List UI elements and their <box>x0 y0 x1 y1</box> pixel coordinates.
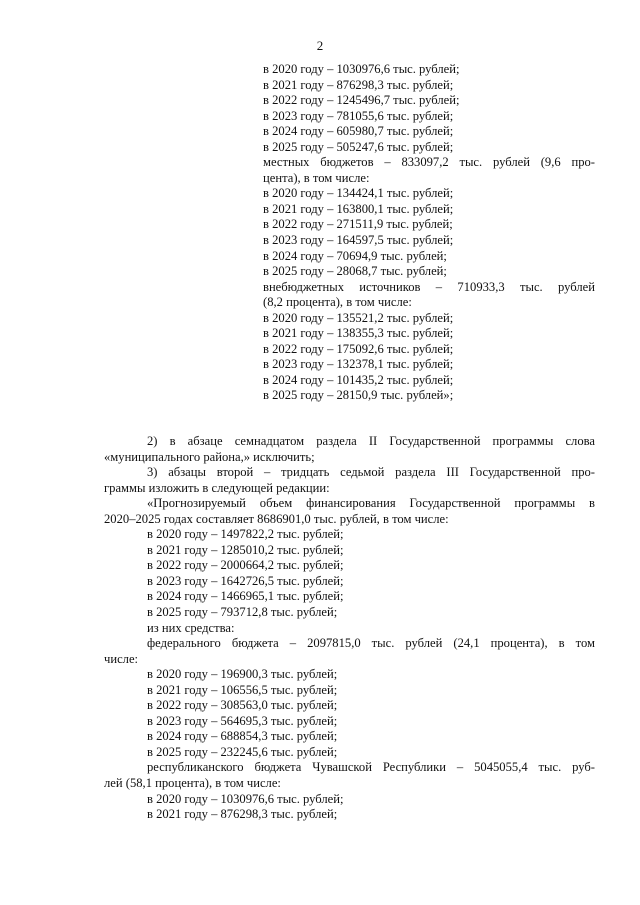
paragraph-line: в 2021 году – 876298,3 тыс. рублей; <box>147 807 338 822</box>
text-line: в 2022 году – 271511,9 тыс. рублей; <box>263 217 453 232</box>
text-line: в 2020 году – 1030976,6 тыс. рублей; <box>263 62 460 76</box>
paragraph-line: в 2022 году – 308563,0 тыс. рублей; <box>147 698 338 713</box>
paragraph-line: «муниципального района,» исключить; <box>104 449 315 464</box>
paragraph-line: в 2020 году – 196900,3 тыс. рублей; <box>147 667 338 682</box>
paragraph-line: «Прогнозируемый объем финансирования Государственной программы в <box>147 496 595 511</box>
paragraph-line: лей (58,1 процента), в том числе: <box>104 776 281 791</box>
paragraph-line: федерального бюджета – 2097815,0 тыс. рублей (24,1 процента), в том <box>147 636 595 651</box>
paragraph-line: в 2025 году – 793712,8 тыс. рублей; <box>147 605 338 620</box>
paragraph-line: в 2021 году – 106556,5 тыс. рублей; <box>147 682 338 697</box>
text-line: в 2024 году – 70694,9 тыс. рублей; <box>263 248 447 263</box>
text-line: в 2024 году – 101435,2 тыс. рублей; <box>263 372 454 387</box>
text-line: цента), в том числе: <box>263 170 370 185</box>
paragraph-line: в 2020 году – 1030976,6 тыс. рублей; <box>147 791 344 806</box>
text-line: в 2025 году – 28150,9 тыс. рублей»; <box>263 388 454 403</box>
text-line: местных бюджетов – 833097,2 тыс. рублей (9,6 про- <box>263 155 595 170</box>
text-line: в 2022 году – 175092,6 тыс. рублей; <box>263 341 454 356</box>
text-line: в 2025 году – 505247,6 тыс. рублей; <box>263 139 454 154</box>
budget-continuation-block <box>263 62 595 404</box>
paragraph-line: в 2025 году – 232245,6 тыс. рублей; <box>147 744 338 759</box>
main-text-block <box>104 434 595 823</box>
text-line: в 2020 году – 135521,2 тыс. рублей; <box>263 310 454 325</box>
text-line: в 2021 году – 876298,3 тыс. рублей; <box>263 77 454 92</box>
text-line: в 2020 году – 134424,1 тыс. рублей; <box>263 186 454 201</box>
text-line: в 2023 году – 164597,5 тыс. рублей; <box>263 233 454 248</box>
paragraph-line: в 2023 году – 1642726,5 тыс. рублей; <box>147 573 344 588</box>
paragraph-line: из них средства: <box>147 620 235 635</box>
text-line: в 2023 году – 781055,6 тыс. рублей; <box>263 108 454 123</box>
text-line: в 2021 году – 163800,1 тыс. рублей; <box>263 201 454 216</box>
text-line: в 2022 году – 1245496,7 тыс. рублей; <box>263 93 460 108</box>
paragraph-line: в 2020 году – 1497822,2 тыс. рублей; <box>147 527 344 542</box>
text-line: (8,2 процента), в том числе: <box>263 295 412 310</box>
text-line: в 2023 году – 132378,1 тыс. рублей; <box>263 357 454 372</box>
paragraph-line: 3) абзацы второй – тридцать седьмой раздела III Государственной про- <box>147 465 595 480</box>
paragraph-line: республиканского бюджета Чувашской Республики – 5045055,4 тыс. руб- <box>147 760 595 775</box>
paragraph-line: в 2021 году – 1285010,2 тыс. рублей; <box>147 542 344 557</box>
paragraph-line: граммы изложить в следующей редакции: <box>104 480 330 495</box>
paragraph-line: в 2023 году – 564695,3 тыс. рублей; <box>147 713 338 728</box>
paragraph-line: 2) в абзаце семнадцатом раздела II Государственной программы слова <box>147 434 595 448</box>
paragraph-line: числе: <box>104 651 139 666</box>
text-line: в 2024 году – 605980,7 тыс. рублей; <box>263 124 454 139</box>
paragraph-line: в 2022 году – 2000664,2 тыс. рублей; <box>147 558 344 573</box>
paragraph-line: в 2024 году – 1466965,1 тыс. рублей; <box>147 589 344 604</box>
text-line: внебюджетных источников – 710933,3 тыс. рублей <box>263 279 595 294</box>
text-line: в 2025 году – 28068,7 тыс. рублей; <box>263 264 447 279</box>
page-number: 2 <box>316 38 324 53</box>
paragraph-line: в 2024 году – 688854,3 тыс. рублей; <box>147 729 338 744</box>
text-line: в 2021 году – 138355,3 тыс. рублей; <box>263 326 454 341</box>
paragraph-line: 2020–2025 годах составляет 8686901,0 тыс. рублей, в том числе: <box>104 511 449 526</box>
